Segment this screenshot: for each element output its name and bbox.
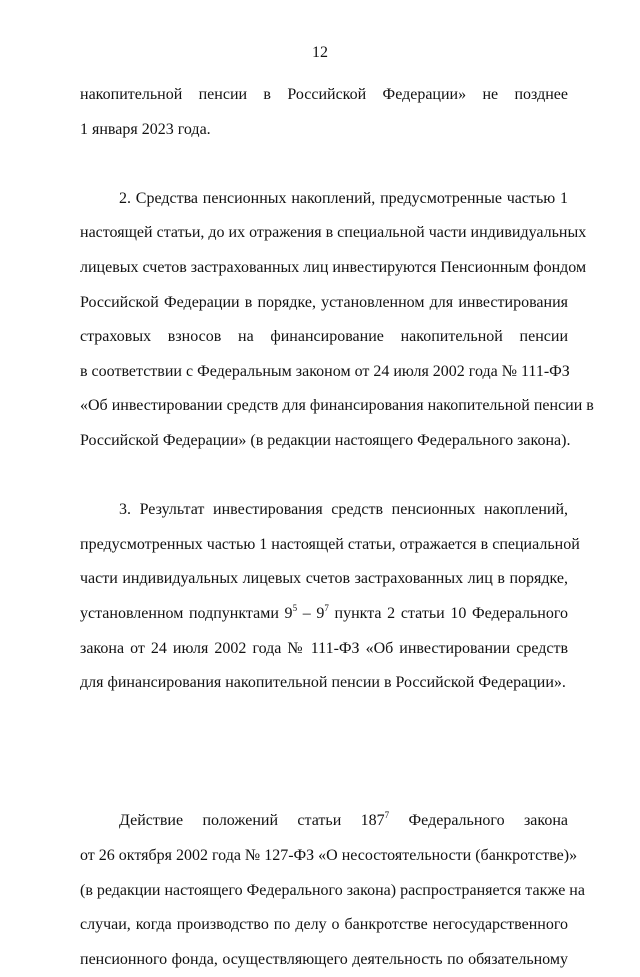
- paragraph-gap: [80, 701, 568, 736]
- text-fragment: – 9: [297, 604, 325, 622]
- paragraph-3-line: [80, 597, 568, 632]
- text-fragment: установленном подпунктами 9: [80, 604, 293, 622]
- paragraph-gap: [80, 770, 568, 805]
- document-body: [80, 78, 594, 977]
- paragraph-gap: [80, 147, 568, 182]
- paragraph-2-line: настоящей статьи, до их отражения в специальной части индивидуальных: [80, 224, 587, 242]
- text-fragment: пункта 2 статьи 10 Федерального: [328, 604, 569, 622]
- text-line: 1 января 2023 года.: [80, 120, 211, 138]
- paragraph-3-line: закона от 24 июля 2002 года № 111-ФЗ «Об инвестировании средств: [80, 639, 568, 657]
- paragraph-2-line: «Об инвестировании средств для финансирования накопительной пенсии в: [80, 397, 594, 415]
- paragraph-gap: [80, 459, 568, 494]
- paragraph-2-line: Российской Федерации» (в редакции настоящего Федерального закона).: [80, 431, 571, 449]
- article-heading: [80, 735, 568, 770]
- superscript: 5: [292, 602, 298, 613]
- article-7-line: от 26 октября 2002 года № 127-ФЗ «О несостоятельности (банкротстве)»: [80, 847, 578, 865]
- paragraph-3-line: для финансирования накопительной пенсии в Российской Федерации».: [80, 674, 566, 692]
- superscript: 7: [324, 602, 329, 613]
- superscript: 7: [384, 810, 390, 821]
- article-7-line: случаи, когда производство по делу о банкротстве негосударственного: [80, 916, 568, 934]
- article-7-line: (в редакции настоящего Федерального закона) распространяется также на: [80, 881, 585, 899]
- text-fragment: Действие положений статьи 187: [119, 812, 385, 830]
- text-line: накопительной пенсии в Российской Федерации» не позднее: [80, 86, 568, 103]
- text-fragment: Федерального закона: [389, 812, 569, 830]
- article-7-line: пенсионного фонда, осуществляющего деятельность по обязательному: [80, 950, 568, 968]
- paragraph-2-line: 2. Средства пенсионных накоплений, предусмотренные частью 1: [119, 189, 568, 207]
- article-7-line: [80, 804, 568, 839]
- paragraph-3-line: предусмотренных частью 1 настоящей статьи, отражается в специальной: [80, 535, 580, 553]
- page-number: 12: [312, 44, 328, 61]
- paragraph-3-line: части индивидуальных лицевых счетов застрахованных лиц в порядке,: [80, 570, 568, 588]
- paragraph-2-line: лицевых счетов застрахованных лиц инвестируются Пенсионным фондом: [80, 258, 587, 276]
- paragraph-3-line: 3. Результат инвестирования средств пенсионных накоплений,: [119, 501, 568, 519]
- paragraph-2-line: Российской Федерации в порядке, установленном для инвестирования: [80, 293, 568, 311]
- paragraph-2-line: страховых взносов на финансирование накопительной пенсии: [80, 328, 568, 346]
- paragraph-2-line: в соответствии с Федеральным законом от 24 июля 2002 года № 111-ФЗ: [80, 362, 570, 380]
